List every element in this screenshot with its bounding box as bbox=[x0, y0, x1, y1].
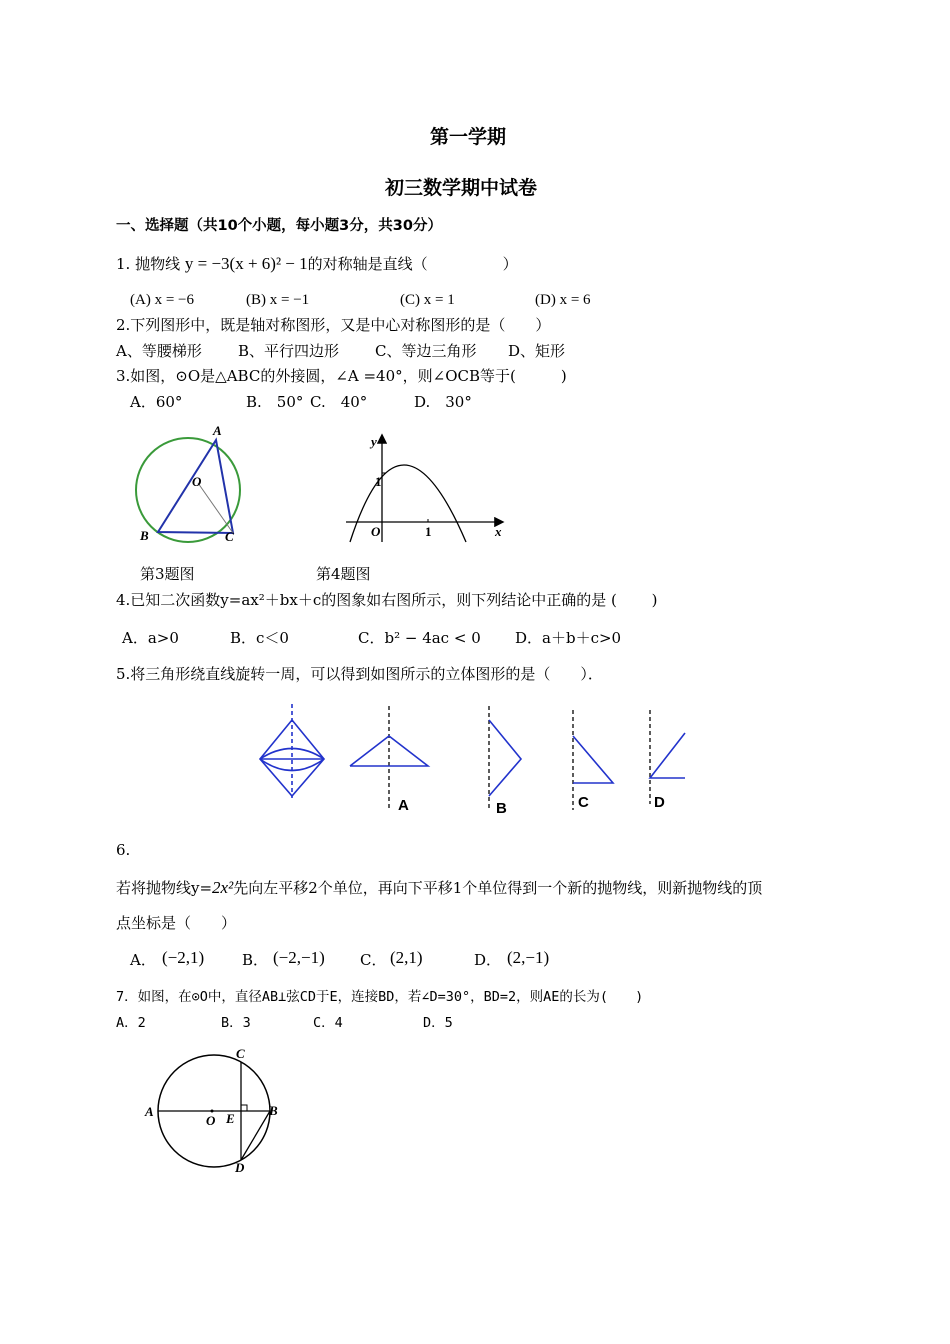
q6-line1-b: 先向左平移2个单位，再向下平移1个单位得到一个新的抛物线，则新抛物线的顶 bbox=[233, 879, 763, 897]
q7-label-a: A bbox=[145, 1104, 154, 1119]
q5-option-d-figure bbox=[650, 710, 685, 804]
q3-option-d: D. 30° bbox=[414, 393, 472, 411]
q7-text: 7．如图，在⊙O中，直径AB⊥弦CD于E，连接BD，若∠D=30°，BD=2，则AE的长为( ) bbox=[116, 989, 644, 1005]
q4-label-1x: 1 bbox=[425, 524, 432, 539]
q2-option-d: D、矩形 bbox=[508, 342, 566, 360]
section-heading: 一、选择题（共10个小题，每小题3分，共30分） bbox=[116, 218, 442, 234]
q3-label-o: O bbox=[192, 474, 202, 489]
page-title-1: 第一学期 bbox=[430, 126, 507, 148]
q4-option-a: A．a>0 bbox=[122, 629, 179, 647]
q7-label-d: D bbox=[235, 1160, 245, 1175]
q3-option-b: B. 50° bbox=[246, 393, 304, 411]
q7-label-b: B bbox=[269, 1103, 278, 1118]
q1-option-c: (C) x = 1 bbox=[400, 292, 455, 308]
q6-option-d-label: D． bbox=[474, 951, 502, 969]
q3-option-c: C. 40° bbox=[310, 393, 368, 411]
q3-option-a: A．60° bbox=[130, 393, 183, 411]
q4-text: 4.已知二次函数y=ax²＋bx＋c的图象如右图所示，则下列结论中正确的是 ( ) bbox=[116, 591, 658, 609]
q6-line2: 点坐标是（ ） bbox=[116, 914, 237, 932]
q3-label-c: C bbox=[225, 529, 234, 544]
q3-label-b: B bbox=[140, 528, 149, 543]
q2-option-b: B、平行四边形 bbox=[238, 342, 340, 360]
q7-label-c: C bbox=[236, 1046, 245, 1061]
q6-option-b-label: B． bbox=[242, 951, 269, 969]
q4-caption: 第4题图 bbox=[316, 565, 371, 583]
q5-option-b-label: B bbox=[496, 800, 507, 817]
q6-option-b-value: (−2,−1) bbox=[273, 948, 325, 967]
q6-option-a-value: (−2,1) bbox=[162, 948, 205, 967]
q5-solid-figure bbox=[260, 704, 324, 798]
q5-option-d-label: D bbox=[654, 794, 665, 811]
q4-label-y: y bbox=[371, 434, 377, 449]
q3-figure bbox=[125, 420, 255, 550]
parabola bbox=[350, 465, 466, 542]
q6-formula: 2x² bbox=[212, 878, 234, 897]
q5-text: 5.将三角形绕直线旋转一周，可以得到如图所示的立体图形的是（ ）． bbox=[116, 665, 603, 683]
q1-prefix: 1. 抛物线 bbox=[116, 255, 181, 273]
q6-number: 6. bbox=[116, 841, 131, 859]
q7-label-o: O bbox=[206, 1113, 216, 1128]
q1-formula: y = −3(x + 6)² − 1 bbox=[184, 254, 308, 273]
q3-text: 3.如图，⊙O是△ABC的外接圆，∠A =40°，则∠OCB等于( ) bbox=[116, 367, 567, 385]
q6-line1 bbox=[116, 878, 762, 898]
q5-option-a-label: A bbox=[398, 797, 409, 814]
q1-option-a: (A) x = −6 bbox=[130, 292, 194, 308]
right-angle-mark bbox=[241, 1105, 247, 1111]
q4-label-1y: 1 bbox=[375, 474, 382, 489]
q2-option-a: A、等腰梯形 bbox=[116, 342, 202, 360]
q4-label-origin: O bbox=[371, 524, 381, 539]
q1-line bbox=[116, 254, 518, 274]
q4-label-x: x bbox=[495, 524, 502, 539]
q7-option-a: A．2 bbox=[116, 1015, 146, 1031]
q1-suffix: 的对称轴是直线（ ） bbox=[307, 255, 518, 273]
q6-line1-a: 若将抛物线y= bbox=[116, 879, 213, 897]
q7-option-d: D．5 bbox=[423, 1015, 453, 1031]
q7-option-c: C．4 bbox=[313, 1015, 343, 1031]
q4-option-c: C．b² − 4ac < 0 bbox=[358, 629, 481, 647]
q7-option-b: B．3 bbox=[221, 1015, 251, 1031]
q7-figure bbox=[140, 1045, 290, 1175]
q5-option-c-label: C bbox=[578, 794, 589, 811]
q6-option-a-label: A． bbox=[130, 951, 156, 969]
q4-figure bbox=[340, 430, 510, 545]
q4-option-b: B．c＜0 bbox=[230, 629, 289, 647]
q3-label-a: A bbox=[213, 423, 222, 438]
q5-option-b-figure bbox=[489, 706, 521, 810]
q1-option-b: (B) x = −1 bbox=[246, 292, 310, 308]
q6-option-c-value: (2,1) bbox=[390, 948, 423, 967]
q5-figures bbox=[255, 700, 705, 820]
segment-bd bbox=[241, 1111, 270, 1160]
q6-option-c-label: C． bbox=[360, 951, 387, 969]
q4-option-d: D．a＋b＋c>0 bbox=[515, 629, 622, 647]
q2-option-c: C、等边三角形 bbox=[375, 342, 477, 360]
q2-text: 2.下列图形中，既是轴对称图形，又是中心对称图形的是（ ） bbox=[116, 316, 551, 334]
q5-option-a-figure bbox=[350, 706, 428, 808]
q7-label-e: E bbox=[226, 1111, 235, 1126]
q1-option-d: (D) x = 6 bbox=[535, 292, 591, 308]
q6-option-d-value: (2,−1) bbox=[507, 948, 550, 967]
page-title-2: 初三数学期中试卷 bbox=[385, 177, 538, 199]
q3-caption: 第3题图 bbox=[140, 565, 195, 583]
